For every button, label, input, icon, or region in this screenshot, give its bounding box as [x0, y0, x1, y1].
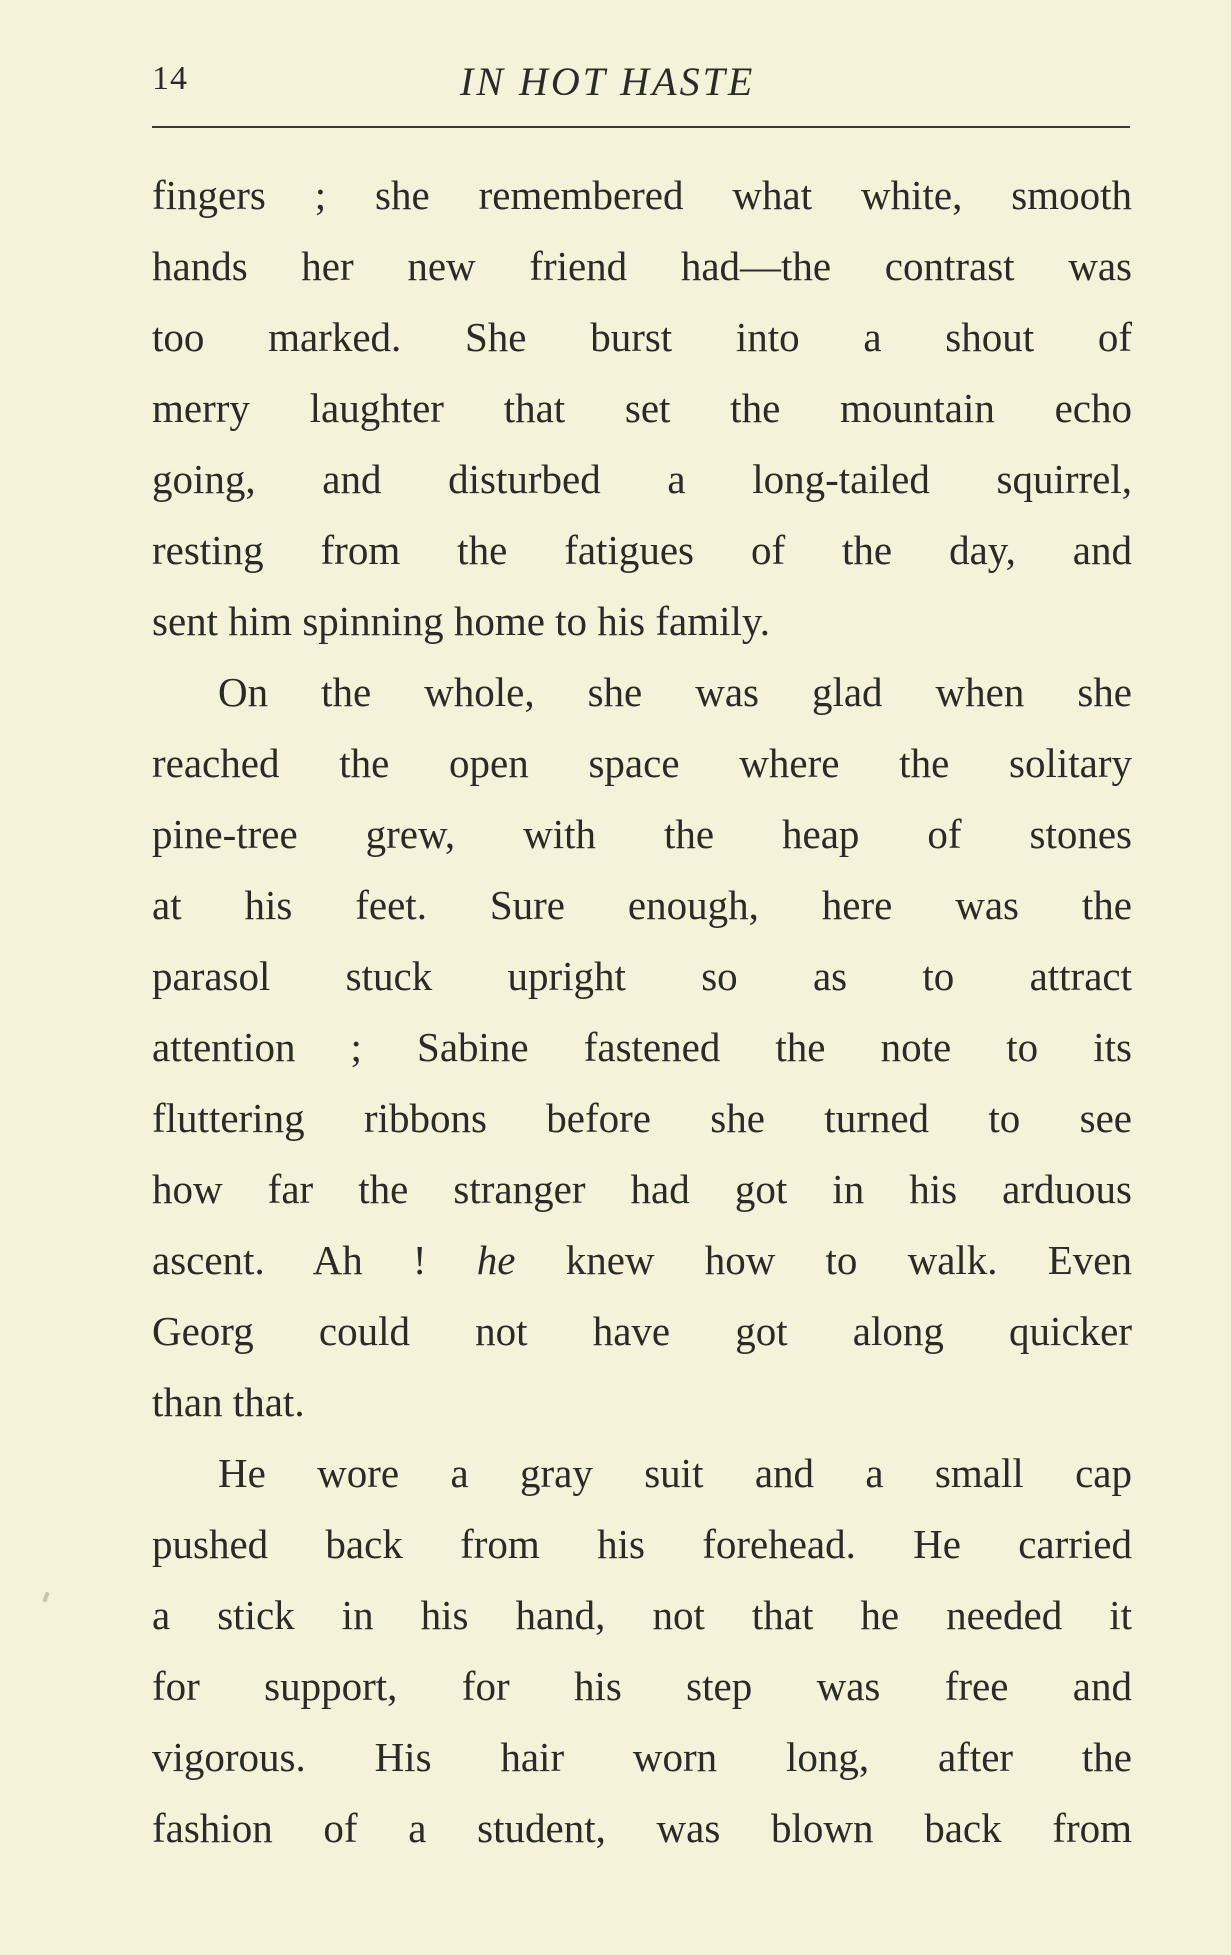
text-line: Georg could not have got along quicker	[152, 1308, 1132, 1354]
text-line: than that.	[152, 1379, 305, 1425]
text-line: fashion of a student, was blown back from	[152, 1805, 1132, 1851]
text-line: reached the open space where the solitary	[152, 740, 1132, 786]
page-number: 14	[152, 60, 188, 97]
header-rule	[152, 126, 1130, 128]
text-line: attention ; Sabine fastened the note to its	[152, 1024, 1132, 1070]
body-text	[152, 160, 1132, 1864]
page-blemish	[42, 1592, 49, 1603]
text-line-with-emphasis	[152, 1225, 1132, 1296]
line-segment: ascent. Ah !	[152, 1237, 477, 1283]
text-line: going, and disturbed a long-tailed squirrel,	[152, 456, 1132, 502]
text-line: pine-tree grew, with the heap of stones	[152, 811, 1132, 857]
text-line: at his feet. Sure enough, here was the	[152, 882, 1132, 928]
text-line: parasol stuck upright so as to attract	[152, 953, 1132, 999]
text-line: a stick in his hand, not that he needed it	[152, 1592, 1132, 1638]
text-line: fingers ; she remembered what white, smooth	[152, 172, 1132, 218]
text-line: for support, for his step was free and	[152, 1663, 1132, 1709]
text-line: merry laughter that set the mountain echo	[152, 385, 1132, 431]
text-line: fluttering ribbons before she turned to see	[152, 1095, 1132, 1141]
emphasized-word: he	[476, 1237, 516, 1283]
text-line: He wore a gray suit and a small cap	[218, 1450, 1132, 1496]
text-line: how far the stranger had got in his arduous	[152, 1166, 1132, 1212]
text-line: vigorous. His hair worn long, after the	[152, 1734, 1132, 1780]
text-line: pushed back from his forehead. He carried	[152, 1521, 1132, 1567]
text-line: resting from the fatigues of the day, and	[152, 527, 1132, 573]
text-line: sent him spinning home to his family.	[152, 598, 771, 644]
line-segment: knew how to walk. Even	[515, 1237, 1132, 1283]
running-head	[152, 60, 1132, 110]
text-line: hands her new friend had—the contrast was	[152, 243, 1132, 289]
text-line: too marked. She burst into a shout of	[152, 314, 1132, 360]
text-line: On the whole, she was glad when she	[218, 669, 1132, 715]
running-title: IN HOT HASTE	[460, 59, 756, 104]
